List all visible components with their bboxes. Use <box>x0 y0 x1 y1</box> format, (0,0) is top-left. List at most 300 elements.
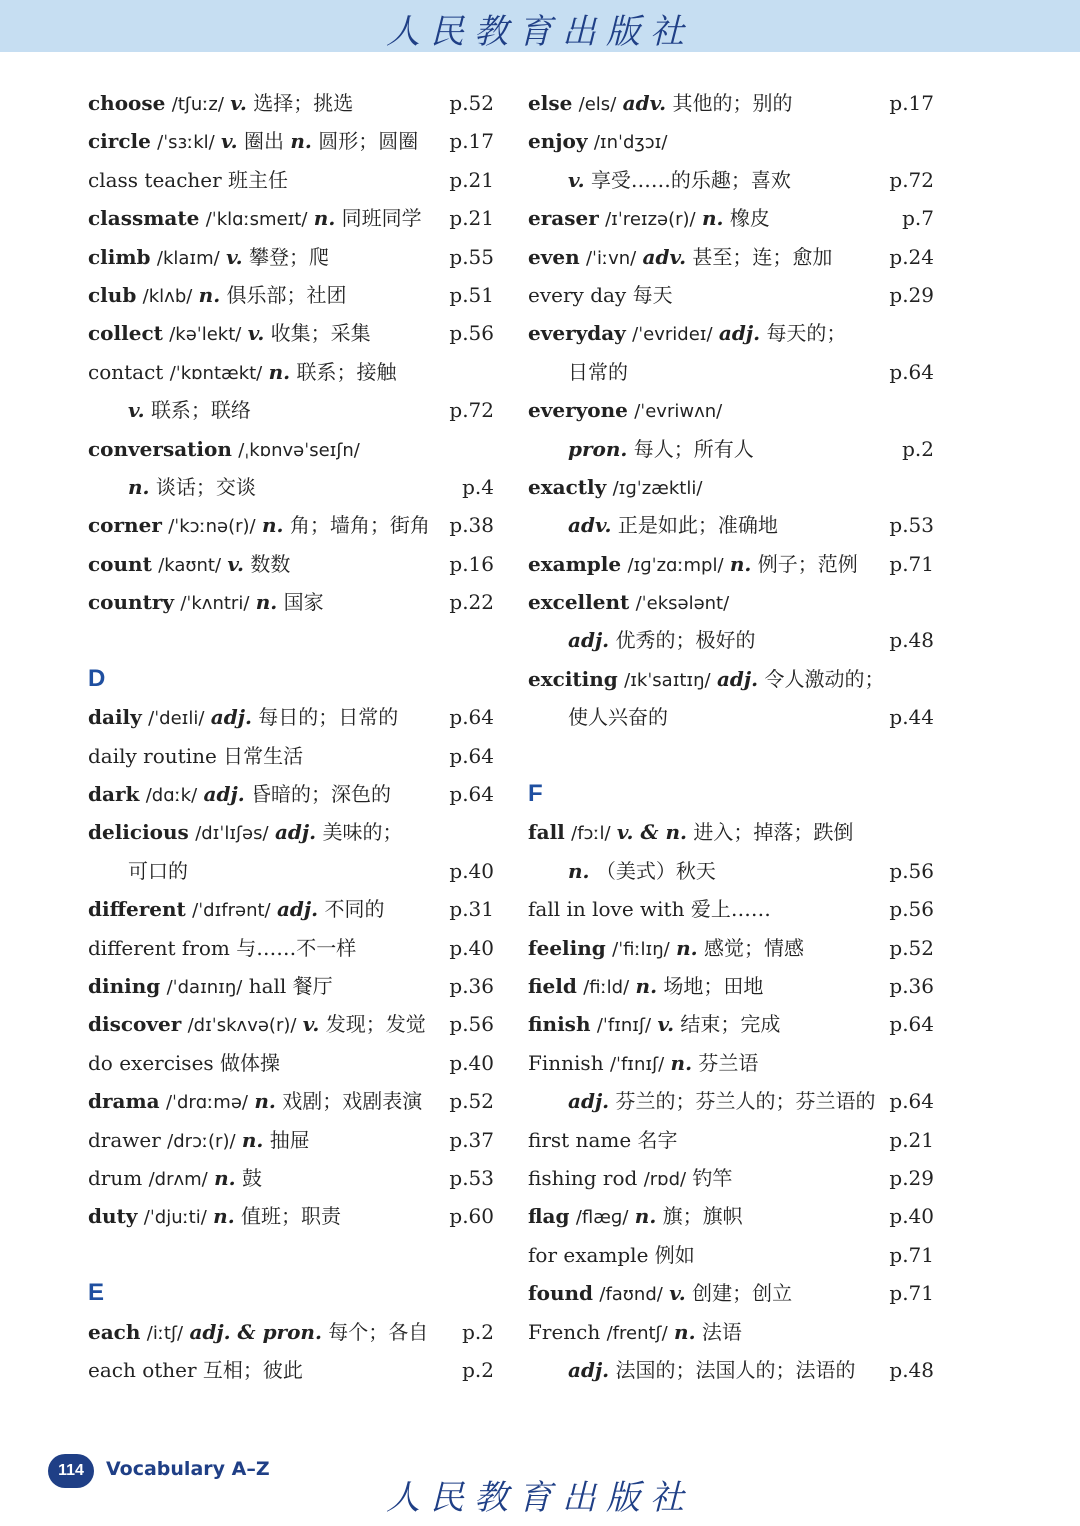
headword: flag <box>528 1204 570 1229</box>
part-of-speech: adj. <box>568 1357 610 1382</box>
vocabulary-entry <box>88 1005 494 1043</box>
headword: delicious <box>88 820 189 845</box>
vocabulary-entry <box>528 199 934 237</box>
page-reference: p.36 <box>889 973 934 998</box>
vocabulary-entry <box>528 506 934 544</box>
pronunciation: /ˈdɪfrənt/ <box>192 900 271 922</box>
page-reference: p.21 <box>889 1127 934 1152</box>
headword: else <box>528 91 573 115</box>
definition: 日常生活 <box>223 743 304 768</box>
vocabulary-entry <box>528 1159 934 1197</box>
vocabulary-entry <box>528 1313 934 1351</box>
definition: 戏剧；戏剧表演 <box>282 1089 423 1114</box>
definition: （美式）秋天 <box>595 858 716 883</box>
entry-text <box>528 475 702 499</box>
page-reference: p.64 <box>889 359 934 384</box>
headword-phrase: different from <box>88 935 230 960</box>
headword: feeling <box>528 935 606 960</box>
headword-phrase: do exercises <box>88 1050 214 1075</box>
part-of-speech: n. <box>198 282 221 307</box>
headword: different <box>88 897 186 922</box>
definition: 值班；职责 <box>241 1204 342 1229</box>
vocabulary-entry <box>88 199 494 237</box>
definition: 例子；范例 <box>757 551 858 576</box>
definition: 感觉；情感 <box>703 935 804 960</box>
part-of-speech: n. <box>214 1165 236 1190</box>
vocabulary-entry <box>528 890 934 928</box>
publisher-logo-top: 人民教育出版社 <box>386 12 694 52</box>
headword: duty <box>88 1204 138 1229</box>
pronunciation: /ˈeksələnt/ <box>635 593 730 615</box>
pronunciation: /kaʊnt/ <box>158 554 222 576</box>
entry-text <box>528 437 754 461</box>
entry-text <box>88 590 324 614</box>
part-of-speech: v. <box>230 91 247 115</box>
part-of-speech: n. <box>213 1204 235 1229</box>
page-reference: p.40 <box>449 935 494 960</box>
definition: 结束；完成 <box>680 1012 781 1037</box>
vocabulary-entry <box>88 890 494 928</box>
page-reference: p.56 <box>889 858 934 883</box>
vocabulary-entry <box>528 1197 934 1235</box>
headword-phrase: fall in love with <box>528 897 685 922</box>
section-letter-text: F <box>528 780 543 808</box>
vocabulary-entry <box>528 314 934 352</box>
headword: found <box>528 1281 594 1306</box>
page-reference: p.48 <box>889 628 934 653</box>
page-reference: p.56 <box>889 897 934 922</box>
headword: everyday <box>528 321 626 346</box>
vocabulary-entry <box>88 161 494 199</box>
entry-text <box>528 398 722 422</box>
pronunciation: /fɔːl/ <box>571 823 611 845</box>
entry-text <box>528 628 756 652</box>
vocabulary-entry <box>528 1351 934 1389</box>
pronunciation: /ˈfɪnɪʃ/ <box>596 1015 652 1037</box>
page-reference: p.44 <box>889 705 934 730</box>
pronunciation: /ˈiːvn/ <box>585 247 637 269</box>
entry-text <box>88 1128 310 1152</box>
definition: 使人兴奋的 <box>568 705 668 730</box>
headword-phrase: first name <box>528 1127 632 1152</box>
definition: 享受……的乐趣；喜欢 <box>590 167 791 192</box>
pronunciation: /ˈdaɪnɪŋ/ <box>166 976 243 998</box>
vocabulary-entry <box>528 583 934 621</box>
entry-text <box>88 705 398 729</box>
page-reference: p.40 <box>889 1204 934 1229</box>
part-of-speech: v. <box>302 1012 320 1037</box>
page-reference: p.2 <box>462 1357 494 1382</box>
page-reference: p.21 <box>449 167 494 192</box>
definition: 昏暗的；深色的 <box>251 782 392 807</box>
part-of-speech: v. <box>221 129 238 154</box>
entry-text <box>88 936 356 960</box>
pronunciation: /ˈevrideɪ/ <box>632 324 713 346</box>
headword: daily <box>88 705 142 730</box>
entry-text <box>88 129 418 153</box>
headword: exciting <box>528 666 618 691</box>
vocabulary-entry <box>528 545 934 583</box>
pronunciation: /tʃuːz/ <box>171 94 224 115</box>
headword-phrase: drum <box>88 1165 143 1190</box>
entry-text <box>88 437 360 461</box>
entry-text <box>88 91 353 115</box>
headword: dark <box>88 782 140 807</box>
part-of-speech: n. <box>635 973 658 998</box>
pronunciation: /drʌm/ <box>148 1168 208 1190</box>
definition: 爱上…… <box>690 897 771 922</box>
page-reference: p.64 <box>889 1089 934 1114</box>
part-of-speech: adj. <box>276 897 319 922</box>
definition: 每天的； <box>766 321 847 346</box>
entry-text <box>528 1243 695 1267</box>
vocabulary-column-left <box>88 84 494 1389</box>
page-reference: p.2 <box>462 1319 494 1344</box>
entry-text <box>88 552 290 576</box>
blank-line <box>88 621 494 659</box>
definition: 每个；各自 <box>328 1319 429 1344</box>
vocabulary-entry <box>88 314 494 352</box>
page-reference: p.37 <box>449 1127 494 1152</box>
definition: 选择；挑选 <box>253 91 354 115</box>
vocabulary-entry <box>528 929 934 967</box>
definition: 班主任 <box>228 167 289 192</box>
pronunciation: /ɪɡˈzɑːmpl/ <box>627 554 724 576</box>
part-of-speech: n. <box>676 935 698 960</box>
headword: everyone <box>528 398 628 423</box>
part-of-speech: v. <box>568 167 585 192</box>
pronunciation: /flæɡ/ <box>575 1207 629 1229</box>
headword-phrase: French <box>528 1319 601 1344</box>
entry-text <box>528 859 716 883</box>
part-of-speech: n. <box>128 474 150 499</box>
headword-phrase: class teacher <box>88 167 222 192</box>
page-reference: p.53 <box>449 1165 494 1190</box>
headword: excellent <box>528 590 630 615</box>
headword: country <box>88 590 174 615</box>
vocabulary-entry <box>528 1236 934 1274</box>
definition: 联系；接触 <box>296 359 397 384</box>
entry-text <box>88 1166 262 1190</box>
entry-text <box>528 168 791 192</box>
page-reference: p.38 <box>449 513 494 538</box>
vocabulary-entry <box>528 353 934 391</box>
entry-text <box>88 206 422 230</box>
pronunciation: /ˈfɪnɪʃ/ <box>609 1053 665 1075</box>
pronunciation: /dɪˈskʌvə(r)/ <box>187 1015 297 1037</box>
part-of-speech: adj. <box>203 782 245 807</box>
section-letter <box>528 775 934 813</box>
pronunciation: /frentʃ/ <box>606 1322 668 1344</box>
page-reference: p.56 <box>449 321 494 346</box>
vocabulary-entry <box>528 161 934 199</box>
definition: 国家 <box>283 590 324 615</box>
vocabulary-entry <box>88 737 494 775</box>
pronunciation: /ˈklɑːsmeɪt/ <box>205 209 308 231</box>
pronunciation: /ˈfiːlɪŋ/ <box>612 938 670 960</box>
part-of-speech: adv. <box>622 91 667 115</box>
definition: 联系；联络 <box>150 398 251 423</box>
entry-text <box>88 168 288 192</box>
entry-text <box>528 513 778 537</box>
vocabulary-entry <box>88 1351 494 1389</box>
headword-phrase: every day <box>528 282 627 307</box>
vocabulary-entry <box>528 1082 934 1120</box>
part-of-speech: v. <box>247 321 265 346</box>
pronunciation: /ˈkɒntækt/ <box>169 362 263 384</box>
definition: 名字 <box>637 1127 678 1152</box>
definition: 不同的 <box>324 897 385 922</box>
page-reference: p.52 <box>449 1089 494 1114</box>
page-reference: p.21 <box>449 206 494 231</box>
footer-title: Vocabulary A–Z <box>106 1458 270 1480</box>
part-of-speech: n. <box>701 206 724 231</box>
entry-text <box>88 897 384 921</box>
vocabulary-entry <box>528 813 934 851</box>
headword: classmate <box>88 206 200 231</box>
headword: conversation <box>88 436 232 461</box>
pronunciation: /ɪɡˈzæktli/ <box>612 477 703 499</box>
pronunciation: /ˈevriwʌn/ <box>634 401 723 423</box>
page-reference: p.48 <box>889 1357 934 1382</box>
page-reference: p.53 <box>889 513 934 538</box>
part-of-speech: v. <box>227 551 244 576</box>
vocabulary-entry <box>88 391 494 429</box>
pronunciation: /ˈkʌntri/ <box>180 593 250 615</box>
pronunciation: /ɪˈreɪzə(r)/ <box>605 209 696 231</box>
definition: 抽屉 <box>269 1127 310 1152</box>
part-of-speech: v. & n. <box>616 820 687 845</box>
vocabulary-entry <box>528 698 934 736</box>
entry-text <box>528 360 628 384</box>
part-of-speech: n. <box>313 206 336 231</box>
section-letter-text: D <box>88 664 106 692</box>
vocabulary-entry <box>88 1197 494 1235</box>
entry-text <box>528 1012 780 1036</box>
entry-text <box>528 206 770 230</box>
page-reference: p.29 <box>889 1165 934 1190</box>
page-reference: p.71 <box>889 1281 934 1306</box>
vocabulary-entry <box>528 967 934 1005</box>
vocabulary-entry <box>528 391 934 429</box>
headword-phrase: fishing rod <box>528 1165 638 1190</box>
pronunciation: /ˈdeɪli/ <box>148 708 205 730</box>
definition: 场地；田地 <box>663 973 764 998</box>
part-of-speech: v. <box>669 1281 686 1306</box>
entry-text <box>88 283 347 307</box>
definition: 甚至；连；愈加 <box>692 244 833 269</box>
definition: 互相；彼此 <box>202 1357 303 1382</box>
entry-text <box>528 590 729 614</box>
page-reference: p.2 <box>902 436 934 461</box>
pronunciation: /klaɪm/ <box>156 247 220 269</box>
pronunciation: /kəˈlekt/ <box>169 324 242 346</box>
vocabulary-entry <box>528 1274 934 1312</box>
part-of-speech: n. <box>268 359 291 384</box>
part-of-speech: n. <box>634 1204 657 1229</box>
entry-text <box>528 552 858 576</box>
page-reference: p.24 <box>889 244 934 269</box>
pronunciation: /els/ <box>578 94 617 115</box>
headword: enjoy <box>528 129 588 154</box>
page-reference: p.71 <box>889 551 934 576</box>
headword: corner <box>88 513 162 538</box>
part-of-speech: adj. & pron. <box>189 1319 322 1344</box>
headword: fall <box>528 820 565 845</box>
page-reference: p.64 <box>889 1012 934 1037</box>
definition: 鼓 <box>241 1165 262 1190</box>
entry-text <box>88 1358 303 1382</box>
pronunciation: /ˈkɔːnə(r)/ <box>168 516 256 538</box>
vocabulary-entry <box>528 468 934 506</box>
definition: 优秀的；极好的 <box>615 628 756 653</box>
vocabulary-entry <box>88 238 494 276</box>
entry-text <box>88 245 329 269</box>
definition: 法语 <box>701 1319 742 1344</box>
vocabulary-entry <box>528 84 934 122</box>
entry-text <box>88 820 402 844</box>
definition: 俱乐部；社团 <box>226 282 347 307</box>
entry-text <box>528 91 793 115</box>
part-of-speech: n. <box>290 129 312 154</box>
headword-phrase: daily routine <box>88 743 217 768</box>
vocabulary-entry <box>88 929 494 967</box>
definition: 与……不一样 <box>236 935 357 960</box>
entry-text <box>88 859 188 883</box>
pronunciation: /fiːld/ <box>583 976 630 998</box>
part-of-speech: v. <box>128 398 145 423</box>
vocabulary-entry <box>88 1121 494 1159</box>
vocabulary-entry <box>528 1121 934 1159</box>
headword: finish <box>528 1012 591 1037</box>
page-reference: p.55 <box>449 244 494 269</box>
part-of-speech: adj. <box>568 628 610 653</box>
page-reference: p.72 <box>889 167 934 192</box>
vocabulary-entry <box>88 84 494 122</box>
headword-phrase: drawer <box>88 1127 161 1152</box>
vocabulary-entry <box>528 1005 934 1043</box>
headword: drama <box>88 1089 160 1114</box>
vocabulary-entry <box>88 813 494 851</box>
pronunciation: /dɪˈlɪʃəs/ <box>195 823 269 845</box>
definition: 其他的；别的 <box>672 91 793 115</box>
vocabulary-entry <box>88 545 494 583</box>
definition: 圈出 <box>243 129 284 154</box>
vocabulary-entry <box>88 698 494 736</box>
part-of-speech: n. <box>568 858 590 883</box>
definition: 令人激动的； <box>764 666 885 691</box>
definition: 进入；掉落；跌倒 <box>693 820 854 845</box>
headword: exactly <box>528 474 607 499</box>
blank-line <box>88 1236 494 1274</box>
headword: dining <box>88 973 161 998</box>
pronunciation: /rɒd/ <box>643 1168 687 1190</box>
part-of-speech: n. <box>254 1089 276 1114</box>
pronunciation: /klʌb/ <box>142 285 193 307</box>
vocabulary-entry <box>88 276 494 314</box>
part-of-speech: n. <box>670 1050 693 1075</box>
page-reference: p.72 <box>449 398 494 423</box>
page-reference: p.40 <box>449 1050 494 1075</box>
vocabulary-entry <box>88 583 494 621</box>
definition: 美味的； <box>322 820 403 845</box>
page-reference: p.29 <box>889 282 934 307</box>
pronunciation: /faʊnd/ <box>599 1284 663 1306</box>
definition: 做体操 <box>220 1050 281 1075</box>
headword: field <box>528 973 577 998</box>
entry-text <box>528 283 673 307</box>
part-of-speech: v. <box>226 244 243 269</box>
definition: 收集；采集 <box>270 321 371 346</box>
headword: example <box>528 551 622 576</box>
part-of-speech: adj. <box>210 705 252 730</box>
vocabulary-entry <box>88 775 494 813</box>
pronunciation: /ˈdrɑːmə/ <box>165 1092 248 1114</box>
page-reference: p.31 <box>449 897 494 922</box>
vocabulary-entry <box>528 1044 934 1082</box>
page-reference: p.51 <box>449 282 494 307</box>
definition: 芬兰语 <box>698 1050 759 1075</box>
pronunciation: /drɔː(r)/ <box>167 1130 236 1152</box>
vocabulary-entry <box>88 1313 494 1351</box>
headword-phrase: each other <box>88 1357 197 1382</box>
headword: circle <box>88 129 151 154</box>
entry-text <box>88 1204 341 1228</box>
vocabulary-entry <box>528 122 934 160</box>
entry-text <box>88 398 251 422</box>
page-reference: p.40 <box>449 858 494 883</box>
page-reference: p.7 <box>902 206 934 231</box>
pronunciation: /ˈdjuːti/ <box>143 1207 207 1229</box>
entry-text <box>528 1089 876 1113</box>
entry-text <box>528 897 771 921</box>
publisher-logo-bottom: 人民教育出版社 <box>386 1478 694 1518</box>
entry-text <box>528 245 832 269</box>
headword: discover <box>88 1012 182 1037</box>
definition: 谈话；交谈 <box>155 474 256 499</box>
headword-phrase-cont: hall <box>248 973 287 998</box>
vocabulary-entry <box>528 660 934 698</box>
definition: 每人；所有人 <box>633 436 754 461</box>
vocabulary-entry <box>88 353 494 391</box>
vocabulary-entry <box>528 852 934 890</box>
pronunciation: /ˈsɜːkl/ <box>157 132 215 154</box>
page-reference: p.16 <box>449 551 494 576</box>
entry-text <box>88 321 371 345</box>
vocabulary-entry <box>88 1044 494 1082</box>
entry-text <box>88 1012 426 1036</box>
page-reference: p.64 <box>449 782 494 807</box>
page-reference: p.60 <box>449 1204 494 1229</box>
entry-text <box>528 321 846 345</box>
pronunciation: /dɑːk/ <box>145 785 198 807</box>
part-of-speech: pron. <box>568 436 628 461</box>
blank-line <box>528 737 934 775</box>
page-reference: p.71 <box>889 1242 934 1267</box>
definition: 圆形；圆圈 <box>318 129 419 154</box>
vocabulary-entry <box>88 506 494 544</box>
definition: 芬兰的；芬兰人的；芬兰语的 <box>615 1089 876 1114</box>
part-of-speech: n. <box>261 513 284 538</box>
vocabulary-entry <box>528 238 934 276</box>
vocabulary-entry <box>528 621 934 659</box>
part-of-speech: n. <box>729 551 752 576</box>
entry-text <box>528 1128 678 1152</box>
part-of-speech: adj. <box>568 1089 610 1114</box>
vocabulary-entry <box>88 852 494 890</box>
headword: collect <box>88 321 163 346</box>
section-letter <box>88 660 494 698</box>
